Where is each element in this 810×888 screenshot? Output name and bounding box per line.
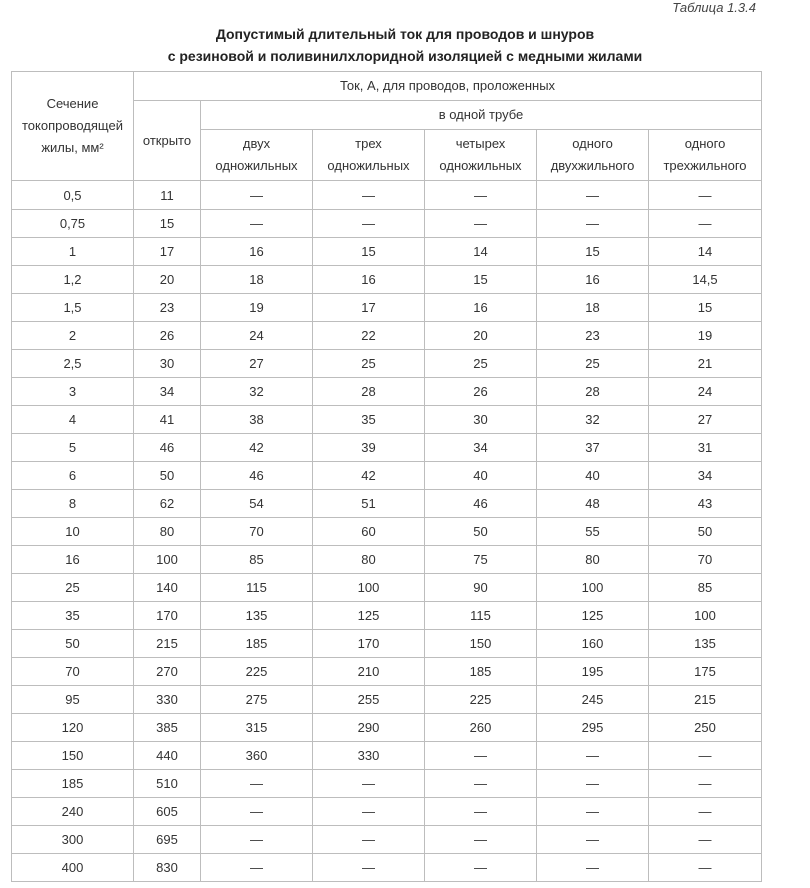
cell-open: 80 — [134, 518, 201, 546]
table-row — [12, 210, 762, 238]
cell-section: 185 — [12, 770, 134, 798]
cell-three-single: — — [313, 210, 425, 238]
cell-open: 140 — [134, 574, 201, 602]
cell-four-single: 15 — [425, 266, 537, 294]
cell-one-three-core: — — [649, 181, 762, 210]
header-col-two-single: двух одножильных — [201, 130, 313, 181]
cell-section: 35 — [12, 602, 134, 630]
cell-open: 215 — [134, 630, 201, 658]
cell-one-three-core: 14 — [649, 238, 762, 266]
cell-section: 0,5 — [12, 181, 134, 210]
cell-open: 41 — [134, 406, 201, 434]
cell-section: 70 — [12, 658, 134, 686]
cell-section: 95 — [12, 686, 134, 714]
cell-section: 240 — [12, 798, 134, 826]
cell-four-single: 150 — [425, 630, 537, 658]
cell-four-single: 20 — [425, 322, 537, 350]
cell-four-single: 185 — [425, 658, 537, 686]
cell-section: 8 — [12, 490, 134, 518]
cell-two-single: 42 — [201, 434, 313, 462]
cell-two-single: 315 — [201, 714, 313, 742]
cell-two-single: 115 — [201, 574, 313, 602]
header-current-group: Ток, А, для проводов, проложенных — [134, 72, 762, 101]
cell-two-single: — — [201, 770, 313, 798]
table-body — [12, 181, 762, 882]
cell-one-three-core: 100 — [649, 602, 762, 630]
cell-section: 25 — [12, 574, 134, 602]
table-row — [12, 714, 762, 742]
cell-two-single: 135 — [201, 602, 313, 630]
cell-section: 6 — [12, 462, 134, 490]
cell-three-single: 80 — [313, 546, 425, 574]
cell-three-single: 35 — [313, 406, 425, 434]
cell-one-three-core: 50 — [649, 518, 762, 546]
cell-two-single: — — [201, 210, 313, 238]
cell-one-three-core: 175 — [649, 658, 762, 686]
cell-one-two-core: — — [537, 181, 649, 210]
cell-one-three-core: 21 — [649, 350, 762, 378]
cell-one-two-core: 28 — [537, 378, 649, 406]
cell-two-single: — — [201, 798, 313, 826]
cell-four-single: — — [425, 181, 537, 210]
cell-open: 20 — [134, 266, 201, 294]
cell-four-single: 50 — [425, 518, 537, 546]
cell-one-two-core: 32 — [537, 406, 649, 434]
header-col-three-single: трех одножильных — [313, 130, 425, 181]
header-col-four-single: четырех одножильных — [425, 130, 537, 181]
cell-section: 10 — [12, 518, 134, 546]
cell-section: 2,5 — [12, 350, 134, 378]
cell-four-single: — — [425, 826, 537, 854]
cell-three-single: 290 — [313, 714, 425, 742]
cell-three-single: 60 — [313, 518, 425, 546]
cell-one-two-core: 245 — [537, 686, 649, 714]
cell-one-two-core: 48 — [537, 490, 649, 518]
cell-one-three-core: 19 — [649, 322, 762, 350]
cell-one-two-core: 295 — [537, 714, 649, 742]
table-row — [12, 798, 762, 826]
cell-two-single: — — [201, 854, 313, 882]
cell-one-two-core: 55 — [537, 518, 649, 546]
cell-two-single: 275 — [201, 686, 313, 714]
cell-four-single: 46 — [425, 490, 537, 518]
cell-open: 170 — [134, 602, 201, 630]
cell-two-single: 19 — [201, 294, 313, 322]
cell-open: 440 — [134, 742, 201, 770]
table-row — [12, 630, 762, 658]
table-row — [12, 462, 762, 490]
current-table — [11, 71, 762, 882]
cell-three-single: 125 — [313, 602, 425, 630]
table-row — [12, 490, 762, 518]
cell-one-two-core: — — [537, 770, 649, 798]
cell-section: 3 — [12, 378, 134, 406]
header-in-pipe: в одной трубе — [201, 101, 762, 130]
cell-section: 0,75 — [12, 210, 134, 238]
table-row — [12, 434, 762, 462]
cell-three-single: 25 — [313, 350, 425, 378]
cell-one-two-core: 40 — [537, 462, 649, 490]
cell-one-three-core: 15 — [649, 294, 762, 322]
cell-three-single: 170 — [313, 630, 425, 658]
cell-four-single: — — [425, 210, 537, 238]
cell-section: 1,2 — [12, 266, 134, 294]
cell-four-single: — — [425, 742, 537, 770]
cell-one-three-core: — — [649, 854, 762, 882]
cell-section: 4 — [12, 406, 134, 434]
cell-section: 120 — [12, 714, 134, 742]
cell-four-single: 26 — [425, 378, 537, 406]
header-col-one-two-core: одного двухжильного — [537, 130, 649, 181]
cell-open: 605 — [134, 798, 201, 826]
cell-three-single: — — [313, 854, 425, 882]
cell-section: 2 — [12, 322, 134, 350]
cell-one-two-core: 37 — [537, 434, 649, 462]
cell-one-two-core: 15 — [537, 238, 649, 266]
cell-one-three-core: 31 — [649, 434, 762, 462]
cell-open: 830 — [134, 854, 201, 882]
table-row — [12, 350, 762, 378]
cell-two-single: 46 — [201, 462, 313, 490]
cell-two-single: 185 — [201, 630, 313, 658]
cell-open: 34 — [134, 378, 201, 406]
cell-one-two-core: 100 — [537, 574, 649, 602]
cell-one-two-core: 160 — [537, 630, 649, 658]
cell-three-single: 330 — [313, 742, 425, 770]
cell-one-three-core: — — [649, 826, 762, 854]
table-row — [12, 518, 762, 546]
table-row — [12, 266, 762, 294]
cell-three-single: 51 — [313, 490, 425, 518]
cell-one-three-core: 135 — [649, 630, 762, 658]
cell-two-single: 225 — [201, 658, 313, 686]
cell-one-three-core: — — [649, 798, 762, 826]
cell-one-two-core: 125 — [537, 602, 649, 630]
cell-one-three-core: 70 — [649, 546, 762, 574]
cell-four-single: 225 — [425, 686, 537, 714]
cell-three-single: 210 — [313, 658, 425, 686]
cell-one-two-core: 18 — [537, 294, 649, 322]
caption-line-1: Допустимый длительный ток для проводов и шнуров — [215, 26, 595, 42]
cell-one-three-core: — — [649, 770, 762, 798]
cell-section: 50 — [12, 630, 134, 658]
cell-one-two-core: — — [537, 210, 649, 238]
cell-four-single: 16 — [425, 294, 537, 322]
cell-open: 385 — [134, 714, 201, 742]
cell-section: 1,5 — [12, 294, 134, 322]
table-row — [12, 854, 762, 882]
table-row — [12, 546, 762, 574]
cell-four-single: — — [425, 854, 537, 882]
cell-one-two-core: — — [537, 798, 649, 826]
header-open: открыто — [134, 101, 201, 181]
header-col-one-three-core: одного трехжильного — [649, 130, 762, 181]
cell-one-two-core: 23 — [537, 322, 649, 350]
table-header — [12, 72, 762, 181]
cell-three-single: — — [313, 826, 425, 854]
cell-one-three-core: 85 — [649, 574, 762, 602]
table-row — [12, 686, 762, 714]
cell-open: 695 — [134, 826, 201, 854]
cell-three-single: — — [313, 798, 425, 826]
table-number: Таблица 1.3.4 — [672, 0, 756, 15]
cell-one-three-core: — — [649, 210, 762, 238]
cell-open: 23 — [134, 294, 201, 322]
cell-one-two-core: 16 — [537, 266, 649, 294]
cell-one-two-core: 195 — [537, 658, 649, 686]
cell-four-single: 260 — [425, 714, 537, 742]
cell-four-single: 34 — [425, 434, 537, 462]
table-row — [12, 322, 762, 350]
table-row — [12, 378, 762, 406]
cell-three-single: 17 — [313, 294, 425, 322]
header-section: Сечение токопроводящей жилы, мм² — [12, 72, 134, 181]
cell-two-single: 70 — [201, 518, 313, 546]
cell-two-single: 18 — [201, 266, 313, 294]
cell-one-three-core: 27 — [649, 406, 762, 434]
cell-open: 62 — [134, 490, 201, 518]
cell-three-single: 42 — [313, 462, 425, 490]
table-row — [12, 742, 762, 770]
cell-one-three-core: 43 — [649, 490, 762, 518]
cell-two-single: 24 — [201, 322, 313, 350]
cell-four-single: — — [425, 798, 537, 826]
cell-section: 150 — [12, 742, 134, 770]
cell-four-single: 14 — [425, 238, 537, 266]
cell-section: 300 — [12, 826, 134, 854]
cell-open: 17 — [134, 238, 201, 266]
cell-four-single: 115 — [425, 602, 537, 630]
cell-one-three-core: 215 — [649, 686, 762, 714]
cell-one-two-core: — — [537, 742, 649, 770]
table-row — [12, 238, 762, 266]
table-row — [12, 770, 762, 798]
cell-three-single: 39 — [313, 434, 425, 462]
cell-three-single: 28 — [313, 378, 425, 406]
cell-four-single: 90 — [425, 574, 537, 602]
cell-open: 270 — [134, 658, 201, 686]
cell-one-two-core: — — [537, 826, 649, 854]
caption-line-2: с резиновой и поливинилхлоридной изоляцией с медными жилами — [167, 48, 643, 64]
cell-section: 400 — [12, 854, 134, 882]
cell-one-two-core: — — [537, 854, 649, 882]
cell-one-three-core: 34 — [649, 462, 762, 490]
cell-two-single: 27 — [201, 350, 313, 378]
cell-open: 510 — [134, 770, 201, 798]
cell-open: 26 — [134, 322, 201, 350]
cell-three-single: — — [313, 181, 425, 210]
cell-section: 5 — [12, 434, 134, 462]
cell-three-single: 16 — [313, 266, 425, 294]
cell-open: 11 — [134, 181, 201, 210]
cell-open: 15 — [134, 210, 201, 238]
cell-four-single: 25 — [425, 350, 537, 378]
table-row — [12, 294, 762, 322]
table-row — [12, 406, 762, 434]
cell-one-three-core: — — [649, 742, 762, 770]
cell-three-single: 22 — [313, 322, 425, 350]
cell-one-two-core: 25 — [537, 350, 649, 378]
table-row — [12, 574, 762, 602]
cell-section: 1 — [12, 238, 134, 266]
table-row — [12, 181, 762, 210]
cell-four-single: 30 — [425, 406, 537, 434]
cell-two-single: 85 — [201, 546, 313, 574]
cell-two-single: 54 — [201, 490, 313, 518]
cell-four-single: 75 — [425, 546, 537, 574]
cell-open: 50 — [134, 462, 201, 490]
cell-two-single: 32 — [201, 378, 313, 406]
cell-two-single: 360 — [201, 742, 313, 770]
cell-open: 330 — [134, 686, 201, 714]
cell-section: 16 — [12, 546, 134, 574]
cell-open: 46 — [134, 434, 201, 462]
cell-four-single: 40 — [425, 462, 537, 490]
cell-two-single: 38 — [201, 406, 313, 434]
cell-four-single: — — [425, 770, 537, 798]
cell-two-single: — — [201, 826, 313, 854]
cell-one-three-core: 24 — [649, 378, 762, 406]
cell-open: 30 — [134, 350, 201, 378]
cell-one-three-core: 250 — [649, 714, 762, 742]
table-row — [12, 658, 762, 686]
cell-three-single: 15 — [313, 238, 425, 266]
cell-open: 100 — [134, 546, 201, 574]
cell-three-single: 100 — [313, 574, 425, 602]
table-row — [12, 826, 762, 854]
table-row — [12, 602, 762, 630]
cell-one-three-core: 14,5 — [649, 266, 762, 294]
cell-three-single: 255 — [313, 686, 425, 714]
cell-two-single: 16 — [201, 238, 313, 266]
cell-three-single: — — [313, 770, 425, 798]
cell-one-two-core: 80 — [537, 546, 649, 574]
table-caption — [0, 23, 810, 67]
cell-two-single: — — [201, 181, 313, 210]
